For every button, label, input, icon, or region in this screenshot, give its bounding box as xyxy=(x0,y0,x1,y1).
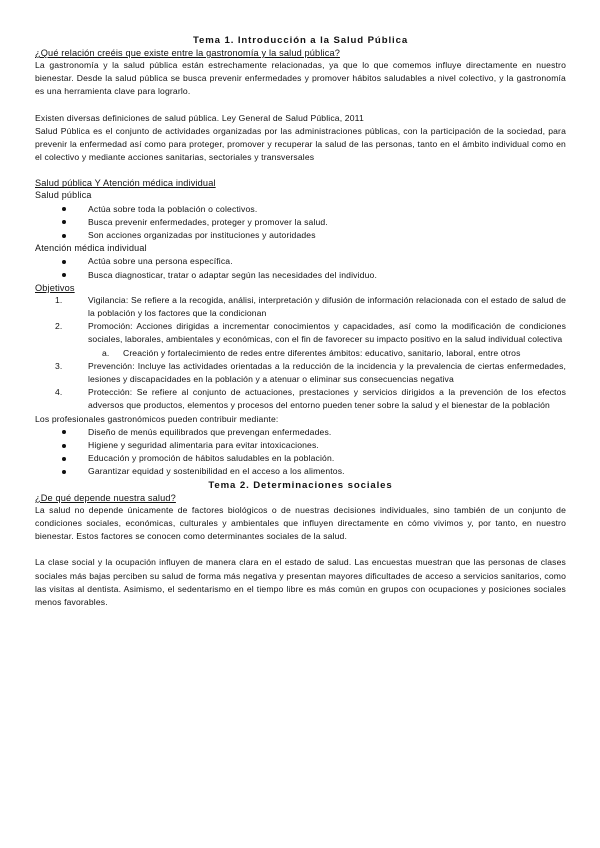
objective-number: 1. xyxy=(55,294,63,305)
objective-number: 2. xyxy=(55,321,63,332)
profesionales-intro: Los profesionales gastronómicos pueden contribuir mediante: xyxy=(35,413,279,424)
objective-item xyxy=(35,320,566,360)
objetivos-list xyxy=(35,294,566,413)
spacer xyxy=(35,164,566,177)
spacer xyxy=(35,543,566,556)
spacer xyxy=(35,99,566,112)
objective-item xyxy=(35,360,566,386)
objective-item xyxy=(35,386,566,412)
list-item: Higiene y seguridad alimentaria para evitar intoxicaciones. xyxy=(35,439,566,452)
list-item: Busca prevenir enfermedades, proteger y promover la salud. xyxy=(35,216,566,229)
objective-number: 3. xyxy=(55,360,63,371)
tema1-question: ¿Qué relación creéis que existe entre la gastronomía y la salud pública? xyxy=(35,48,340,58)
list-item: Son acciones organizadas por instituciones y autoridades xyxy=(35,229,566,242)
objective-sublist xyxy=(88,347,566,360)
tema2-paragraph-social-class: La clase social y la ocupación influyen de manera clara en el estado de salud. Las encuestas muestran que las personas de clases sociales más bajas perciben su salud de forma más negativa y presentan mayores dificultades de acceso a servicios sanitarios, como las visitas al dentista. Asimismo, el sedentarismo en el tiempo libre es más común en grupos con ocupaciones y posiciones sociales menos favorables. xyxy=(35,557,566,607)
salud-publica-list xyxy=(35,203,566,243)
profesionales-list xyxy=(35,426,566,479)
atencion-medica-list xyxy=(35,255,566,281)
tema2-paragraph-determinants: La salud no depende únicamente de factores biológicos o de nuestras decisiones individuales, sino también de un conjunto de condiciones sociales, económicas, culturales y ambientales que influyen directamente en cómo vivimos y, por tanto, en nuestro bienestar. Estos factores se conocen como determinantes sociales de la salud. xyxy=(35,504,566,542)
objetivos-heading: Objetivos xyxy=(35,282,75,293)
objective-text: Vigilancia: Se refiere a la recogida, análisi, interpretación y difusión de información relacionada con el estado de salud de la población y los factores que la condicionan xyxy=(88,294,566,319)
list-item: Actúa sobre toda la población o colectivos. xyxy=(35,203,566,216)
objective-text: Protección: Se refiere al conjunto de actuaciones, prestaciones y servicios dirigidos a la prevención de los efectos adversos que productos, elementos y procesos del entorno pueden tener sobre la salud y el bienestar de la población xyxy=(88,387,566,411)
objective-item xyxy=(35,294,566,320)
sublist-letter: a. xyxy=(102,347,110,358)
tema1-paragraph-definition-text: Salud Pública es el conjunto de actividades organizadas por las administraciones públicas, con la participación de la sociedad, para prevenir la enfermedad así como para proteger, promover y recuperar la salud de las personas, tanto en el ámbito individual como en el colectivo y mediante acciones sanitarias, sectoriales y transversales xyxy=(35,125,566,163)
sublist-text: Creación y fortalecimiento de redes entre diferentes ámbitos: educativo, sanitario, laboral, entre otros xyxy=(123,347,521,358)
list-item: Busca diagnosticar, tratar o adaptar según las necesidades del individuo. xyxy=(35,269,566,282)
list-item: Actúa sobre una persona específica. xyxy=(35,255,566,268)
list-item: Diseño de menús equilibrados que prevengan enfermedades. xyxy=(35,426,566,439)
tema2-question: ¿De qué depende nuestra salud? xyxy=(35,492,176,503)
objective-text: Prevención: Incluye las actividades orientadas a la reducción de la incidencia y la prevalencia de ciertas enfermedades, lesiones y discapacidades en la población y a atenuar o eliminar sus consecuencias negativa xyxy=(88,360,566,385)
section-salud-publica-atencion: Salud pública Y Atención médica individual xyxy=(35,178,216,189)
list-item: Educación y promoción de hábitos saludables en la población. xyxy=(35,452,566,465)
tema2-title: Tema 2. Determinaciones sociales xyxy=(208,479,393,491)
list-item: Garantizar equidad y sostenibilidad en el acceso a los alimentos. xyxy=(35,465,566,478)
sublist-item xyxy=(35,347,566,360)
tema1-paragraph-definitions: Existen diversas definiciones de salud pública. Ley General de Salud Pública, 2011 xyxy=(35,112,364,123)
tema1-paragraph-relation: La gastronomía y la salud pública están estrechamente relacionadas, ya que lo que comemos influye directamente en nuestro bienestar. Desde la salud pública se busca prevenir enfermedades y promover hábitos saludables a nivel colectivo, y la gastronomía es una herramienta clave para lograrlo. xyxy=(35,60,566,97)
objective-text: Promoción: Acciones dirigidas a incrementar conocimientos y capacidades, así como la modificación de condiciones sociales, laborales, ambientales y económicas, con el fin de favorecer su impacto positivo en la salud individual colectiva xyxy=(88,321,566,345)
salud-publica-label: Salud pública xyxy=(35,190,92,201)
atencion-medica-label: Atención médica individual xyxy=(35,243,147,254)
tema1-title: Tema 1. Introducción a la Salud Pública xyxy=(192,35,409,46)
objective-number: 4. xyxy=(55,387,63,398)
